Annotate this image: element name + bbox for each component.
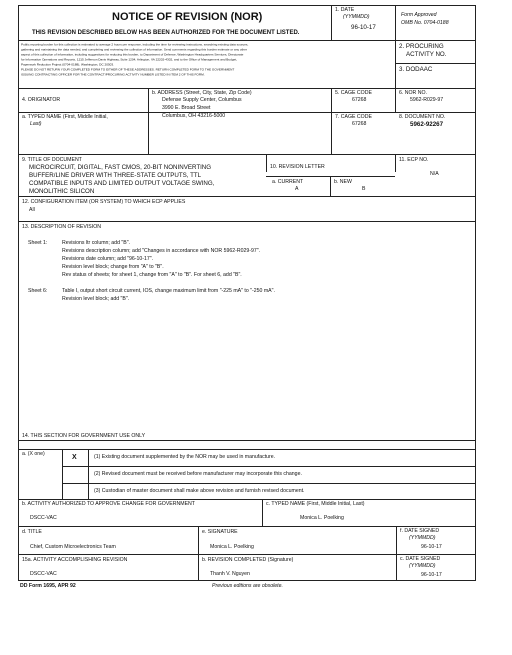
current-value[interactable]: A: [295, 186, 299, 192]
date-value: 96-10-17: [351, 24, 376, 31]
option1-checkbox[interactable]: X: [72, 454, 77, 461]
dodaac-label: 3. DODAAC: [399, 66, 433, 73]
procuring-label: 2. PROCURING: [399, 43, 444, 50]
form-approved: Form Approved: [401, 12, 437, 18]
burden-line: gathering and maintaining the data needed, and completing and reviewing the collection of information. Send comments regarding this burden estimate or any other: [21, 47, 247, 52]
date-format: (YYMMDD): [343, 14, 370, 20]
description-label: 13. DESCRIPTION OF REVISION: [22, 224, 101, 230]
address-label: b. ADDRESS (Street, City, State, Zip Code): [152, 90, 252, 96]
option1-text: (1) Existing document supplemented by the NOR may be used in manufacture.: [94, 454, 276, 460]
revision-completed-value[interactable]: Thanh V. Nguyen: [210, 571, 250, 577]
sheet-label: Sheet 1:: [28, 240, 48, 246]
date-signed-value[interactable]: 96-10-17: [421, 544, 442, 550]
address-line[interactable]: Columbus, OH 43216-5000: [162, 113, 226, 119]
description-line: Revisions date column; add "96-10-17".: [62, 256, 154, 262]
doc-title-label: 9. TITLE OF DOCUMENT: [22, 157, 82, 163]
document-no-value[interactable]: 5962-92267: [410, 121, 444, 128]
title-value[interactable]: Chief, Custom Microelectronics Team: [30, 544, 116, 550]
document-no-label: 8. DOCUMENT NO.: [399, 114, 446, 120]
title-label: d. TITLE: [22, 529, 42, 535]
sheet-label: Sheet 6:: [28, 288, 48, 294]
cage-code-label: 7. CAGE CODE: [335, 114, 372, 120]
omb-number: OMB No. 0704-0188: [401, 20, 449, 26]
ecp-label: 11. ECP NO.: [399, 157, 429, 163]
option2-text: (2) Revised document must be received before manufacturer may incorporate this change.: [94, 471, 302, 477]
originator-label: 4. ORIGINATOR: [22, 97, 61, 103]
burden-line: Public reporting burden for this collection is estimated to average 2 hours per response, including the time for reviewing instructions, searching existing data sources,: [21, 42, 249, 47]
date-signed-value[interactable]: 96-10-17: [421, 572, 442, 578]
new-value[interactable]: B: [362, 186, 366, 192]
accomplishing-activity-value[interactable]: DSCC-VAC: [30, 571, 57, 577]
date-signed-label: c. DATE SIGNED: [400, 556, 441, 562]
description-line: Table I, output short circuit current, IOS, change maximum limit from "-225 mA" to "-250 mA".: [62, 288, 275, 294]
date-signed-label: f. DATE SIGNED: [400, 528, 440, 534]
option2-checkbox[interactable]: [63, 467, 88, 483]
procuring-label: ACTIVITY NO.: [406, 51, 447, 58]
typed-name-label: a. TYPED NAME (First, Middle Initial,: [22, 114, 108, 120]
doc-title-line[interactable]: MICROCIRCUIT, DIGITAL, FAST CMOS, 20-BIT NONINVERTING: [29, 164, 212, 171]
revision-letter-label: 10. REVISION LETTER: [270, 164, 325, 170]
cage-code-value[interactable]: 67268: [352, 97, 367, 103]
address-line[interactable]: 3990 E. Broad Street: [162, 105, 211, 111]
cage-code-value[interactable]: 67268: [352, 121, 367, 127]
signature-label: e. SIGNATURE: [202, 529, 238, 535]
form-title: NOTICE OF REVISION (NOR): [112, 11, 263, 23]
doc-title-line[interactable]: COMPATIBLE INPUTS AND LIMITED OUTPUT VOLTAGE SWING,: [29, 180, 215, 187]
description-line: Revision level block; add "B".: [62, 296, 130, 302]
ecp-value[interactable]: N/A: [430, 171, 439, 177]
form-subtitle: THIS REVISION DESCRIBED BELOW HAS BEEN AUTHORIZED FOR THE DOCUMENT LISTED.: [32, 30, 300, 36]
config-label: 12. CONFIGURATION ITEM (OR SYSTEM) TO WHICH ECP APPLIES: [22, 199, 186, 205]
current-label: a. CURRENT: [272, 179, 304, 185]
doc-title-line[interactable]: MONOLITHIC SILICON: [29, 188, 95, 195]
nor-no-label: 6. NOR NO.: [399, 90, 427, 96]
option3-text: (3) Custodian of master document shall make above revision and furnish revised document.: [94, 488, 305, 494]
date-label: 1. DATE: [335, 7, 355, 13]
burden-line: ISSUING CONTRACTING OFFICER FOR THE CONTRACT/PROCURING ACTIVITY NUMBER LISTED IN ITEM 2 OF THIS FORM.: [21, 72, 205, 77]
date-signed-format: (YYMMDD): [409, 535, 436, 541]
typed-name-label: Last): [30, 121, 42, 127]
revision-completed-label: b. REVISION COMPLETED (Signature): [202, 557, 294, 563]
description-line: Revisions description column; add "Changes in accordance with NOR 5962-R029-97".: [62, 248, 261, 254]
approving-activity-label: b. ACTIVITY AUTHORIZED TO APPROVE CHANGE FOR GOVERNMENT: [22, 501, 195, 507]
burden-line: Paperwork Reduction Project (0704-0188), Washington, DC 20503.: [21, 62, 115, 67]
new-label: b. NEW: [334, 179, 352, 185]
cage-code-label: 5. CAGE CODE: [335, 90, 372, 96]
typed-name-label: c. TYPED NAME (First, Middle Initial, Last): [266, 501, 365, 507]
doc-title-line[interactable]: BUFFER/LINE DRIVER WITH THREE-STATE OUTPUTS, TTL: [29, 172, 202, 179]
typed-name-value[interactable]: Monica L. Poelking: [300, 515, 344, 521]
burden-line: aspect of this collection of information, including suggestions for reducing this burden, to Department of Defense, Washington Headquarters Services, Directorate: [21, 52, 244, 57]
date-signed-format: (YYMMDD): [409, 563, 436, 569]
description-line: Revisions ltr column; add "B".: [62, 240, 130, 246]
description-line: Rev status of sheets; for sheet 1, change from "A" to "B". For sheet 6, add "B".: [62, 272, 242, 278]
form-id: DD Form 1695, APR 92: [20, 583, 76, 589]
address-line[interactable]: Defense Supply Center, Columbus: [162, 97, 242, 103]
nor-no-value[interactable]: 5962-R029-97: [410, 97, 444, 103]
accomplishing-activity-label: 15a. ACTIVITY ACCOMPLISHING REVISION: [22, 557, 128, 563]
government-section-label: 14. THIS SECTION FOR GOVERNMENT USE ONLY: [22, 433, 146, 439]
obsolete-note: Previous editions are obsolete.: [212, 583, 283, 589]
config-value[interactable]: All: [29, 207, 35, 213]
option3-checkbox[interactable]: [63, 484, 88, 499]
burden-line: PLEASE DO NOT RETURN YOUR COMPLETED FORM TO EITHER OF THESE ADDRESSES. RETURN COMPLETED FORM TO THE GOVERNMENT: [21, 67, 235, 72]
burden-line: for Information Operations and Reports, 1215 Jefferson Davis Highway, Suite 1204, Arlington, VA 22202-4302, and to the Office of Management and Budget,: [21, 57, 238, 62]
approving-activity-value[interactable]: DSCC-VAC: [30, 515, 57, 521]
signature-value[interactable]: Monica L. Poelking: [210, 544, 254, 550]
x-one-label: a. (X one): [22, 451, 45, 457]
description-line: Revision level block; change from "A" to "B".: [62, 264, 164, 270]
